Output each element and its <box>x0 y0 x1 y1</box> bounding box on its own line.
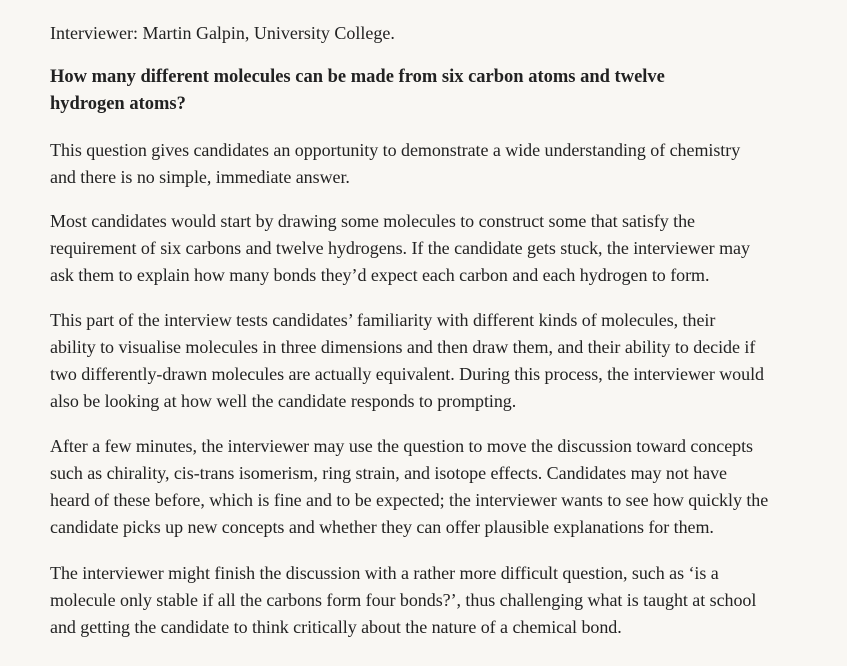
paragraph-line: After a few minutes, the interviewer may use the question to move the discussion toward concepts <box>50 436 754 456</box>
paragraph-line: and getting the candidate to think critically about the nature of a chemical bond. <box>50 617 622 637</box>
paragraph-line: and there is no simple, immediate answer. <box>50 167 350 187</box>
paragraph-tests <box>50 307 764 415</box>
paragraph-line: The interviewer might finish the discussion with a rather more difficult question, such as ‘is a <box>50 563 719 583</box>
paragraph-line: This part of the interview tests candidates’ familiarity with different kinds of molecules, their <box>50 310 716 330</box>
paragraph-line: heard of these before, which is fine and to be expected; the interviewer wants to see how quickly the <box>50 490 769 510</box>
paragraph-finish <box>50 560 756 641</box>
paragraph-line: candidate picks up new concepts and whether they can offer plausible explanations for them. <box>50 517 714 537</box>
paragraph-line: ability to visualise molecules in three dimensions and then draw them, and their ability to decide if <box>50 337 756 357</box>
paragraph-line: two differently-drawn molecules are actually equivalent. During this process, the interviewer would <box>50 364 764 384</box>
question-line: How many different molecules can be made from six carbon atoms and twelve <box>50 67 665 87</box>
paragraph-line: requirement of six carbons and twelve hydrogens. If the candidate gets stuck, the interviewer may <box>50 238 750 258</box>
question-line: hydrogen atoms? <box>50 94 186 114</box>
paragraph-intro <box>50 137 740 191</box>
paragraph-line: molecule only stable if all the carbons form four bonds?’, thus challenging what is taught at school <box>50 590 757 610</box>
paragraph-line: also be looking at how well the candidate responds to prompting. <box>50 391 517 411</box>
paragraph-line: ask them to explain how many bonds they’d expect each carbon and each hydrogen to form. <box>50 265 710 285</box>
paragraph-line: This question gives candidates an opportunity to demonstrate a wide understanding of chemistry <box>50 140 741 160</box>
paragraph-line: Most candidates would start by drawing some molecules to construct some that satisfy the <box>50 211 695 231</box>
paragraph-line: such as chirality, cis-trans isomerism, ring strain, and isotope effects. Candidates may not have <box>50 463 727 483</box>
paragraph-concepts <box>50 433 768 541</box>
interviewer-credit: Interviewer: Martin Galpin, University College. <box>50 23 395 43</box>
interview-question <box>50 64 665 118</box>
paragraph-drawing <box>50 208 750 289</box>
